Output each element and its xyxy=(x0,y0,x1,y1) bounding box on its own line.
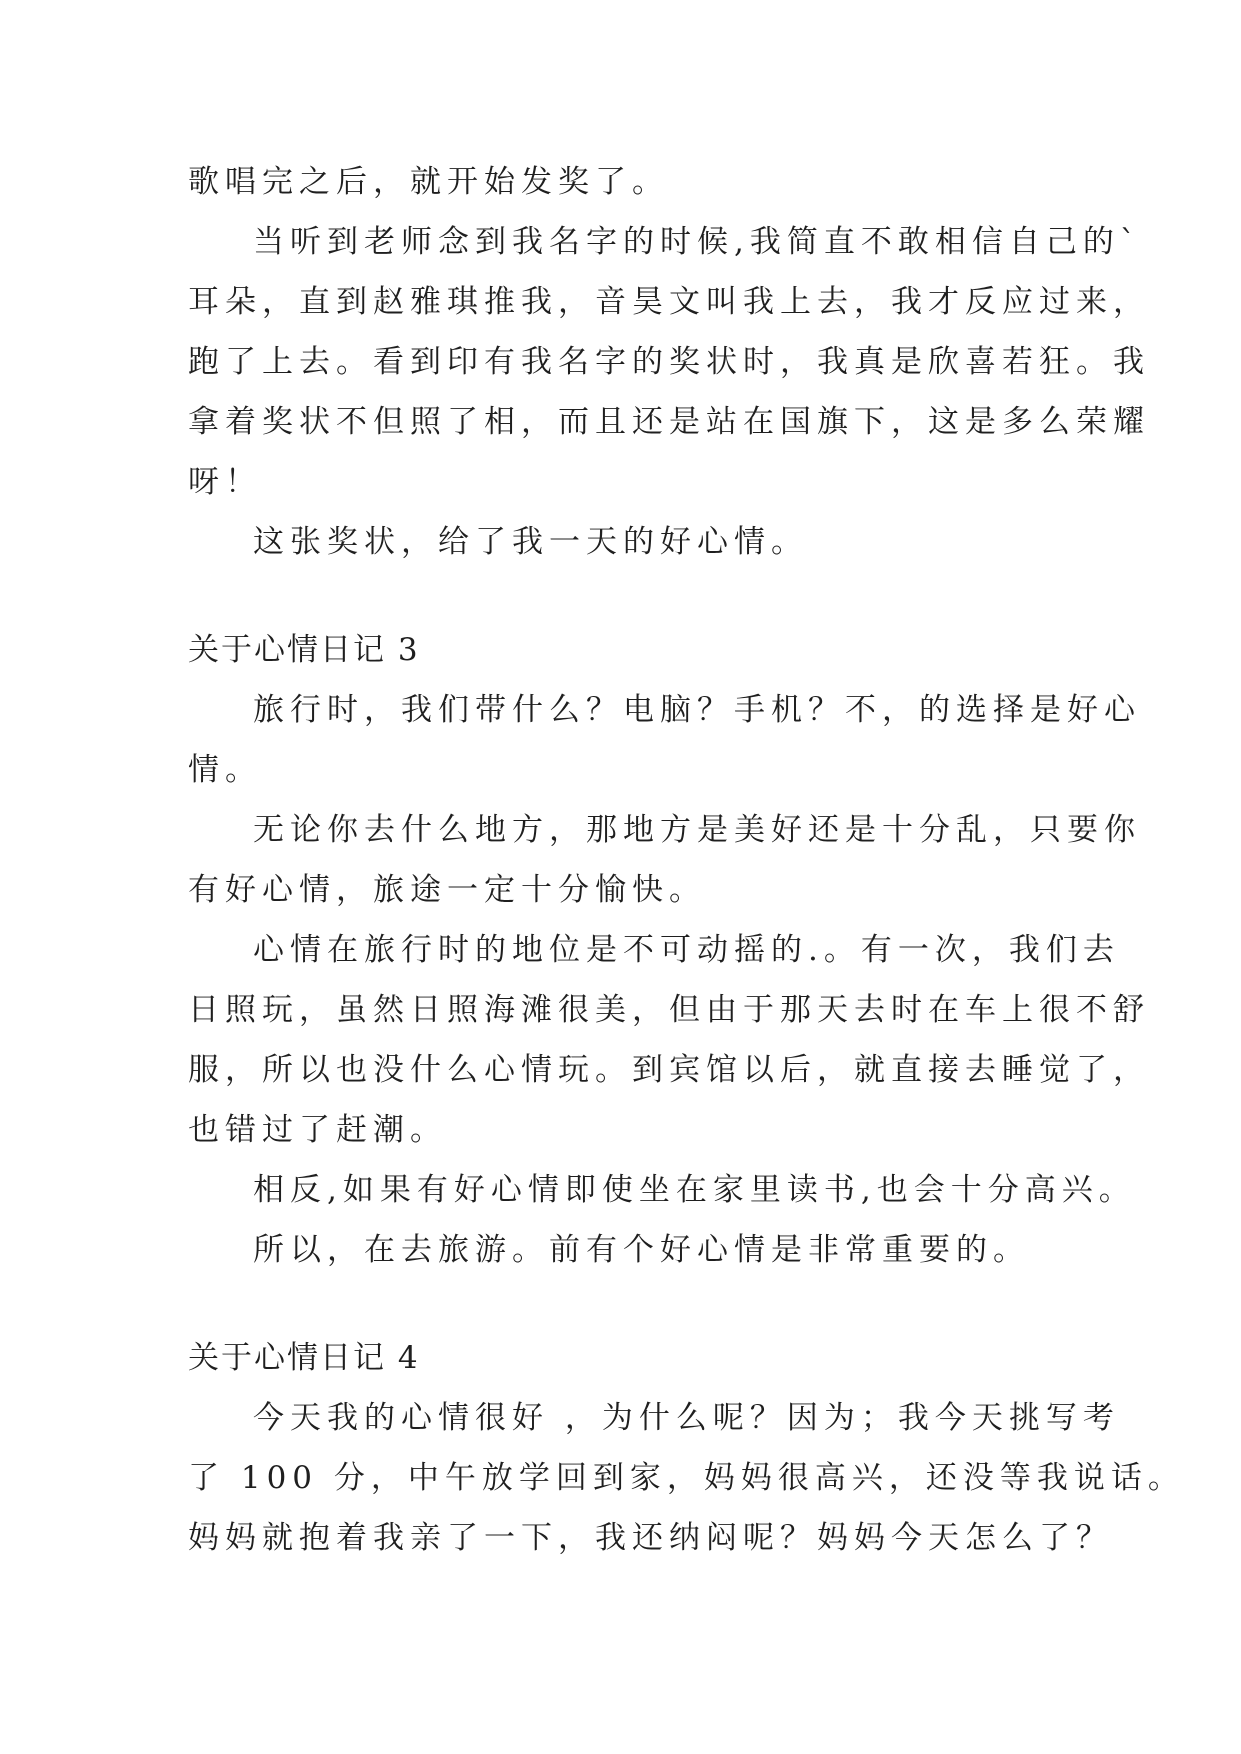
paragraph-line: 拿着奖状不但照了相，而且还是站在国旗下，这是多么荣耀 xyxy=(188,404,1150,440)
paragraph-line: 这张奖状，给了我一天的好心情。 xyxy=(253,524,808,560)
paragraph-line: 了 100 分，中午放学回到家，妈妈很高兴，还没等我说话。 xyxy=(188,1460,1185,1496)
section-heading: 关于心情日记 3 xyxy=(188,632,420,668)
paragraph-line: 服，所以也没什么心情玩。到宾馆以后，就直接去睡觉了， xyxy=(188,1052,1150,1088)
paragraph-line: 今天我的心情很好 ，为什么呢？因为；我今天挑写考 xyxy=(253,1400,1120,1436)
paragraph-line: 有好心情，旅途一定十分愉快。 xyxy=(188,872,706,908)
section-heading: 关于心情日记 4 xyxy=(188,1340,420,1376)
paragraph-line: 日照玩，虽然日照海滩很美，但由于那天去时在车上很不舒 xyxy=(188,992,1150,1028)
paragraph-line: 耳朵，直到赵雅琪推我，音昊文叫我上去，我才反应过来， xyxy=(188,284,1150,320)
paragraph-line: 跑了上去。看到印有我名字的奖状时，我真是欣喜若狂。我 xyxy=(188,344,1150,380)
paragraph-line: 情。 xyxy=(188,752,262,788)
paragraph-line: 旅行时，我们带什么？电脑？手机？不，的选择是好心 xyxy=(253,692,1141,728)
paragraph-line: 妈妈就抱着我亲了一下，我还纳闷呢？妈妈今天怎么了？ xyxy=(188,1520,1113,1556)
paragraph-line: 呀！ xyxy=(188,464,262,500)
paragraph-line: 无论你去什么地方，那地方是美好还是十分乱，只要你 xyxy=(253,812,1141,848)
paragraph-line: 所以，在去旅游。前有个好心情是非常重要的。 xyxy=(253,1232,1030,1268)
paragraph-line: 相反,如果有好心情即使坐在家里读书,也会十分高兴。 xyxy=(253,1172,1136,1208)
paragraph-line: 也错过了赶潮。 xyxy=(188,1112,447,1148)
paragraph-line: 当听到老师念到我名字的时候,我简直不敢相信自己的` xyxy=(253,224,1142,260)
paragraph-line: 心情在旅行时的地位是不可动摇的.。有一次，我们去 xyxy=(253,932,1120,968)
paragraph-line: 歌唱完之后，就开始发奖了。 xyxy=(188,164,669,200)
